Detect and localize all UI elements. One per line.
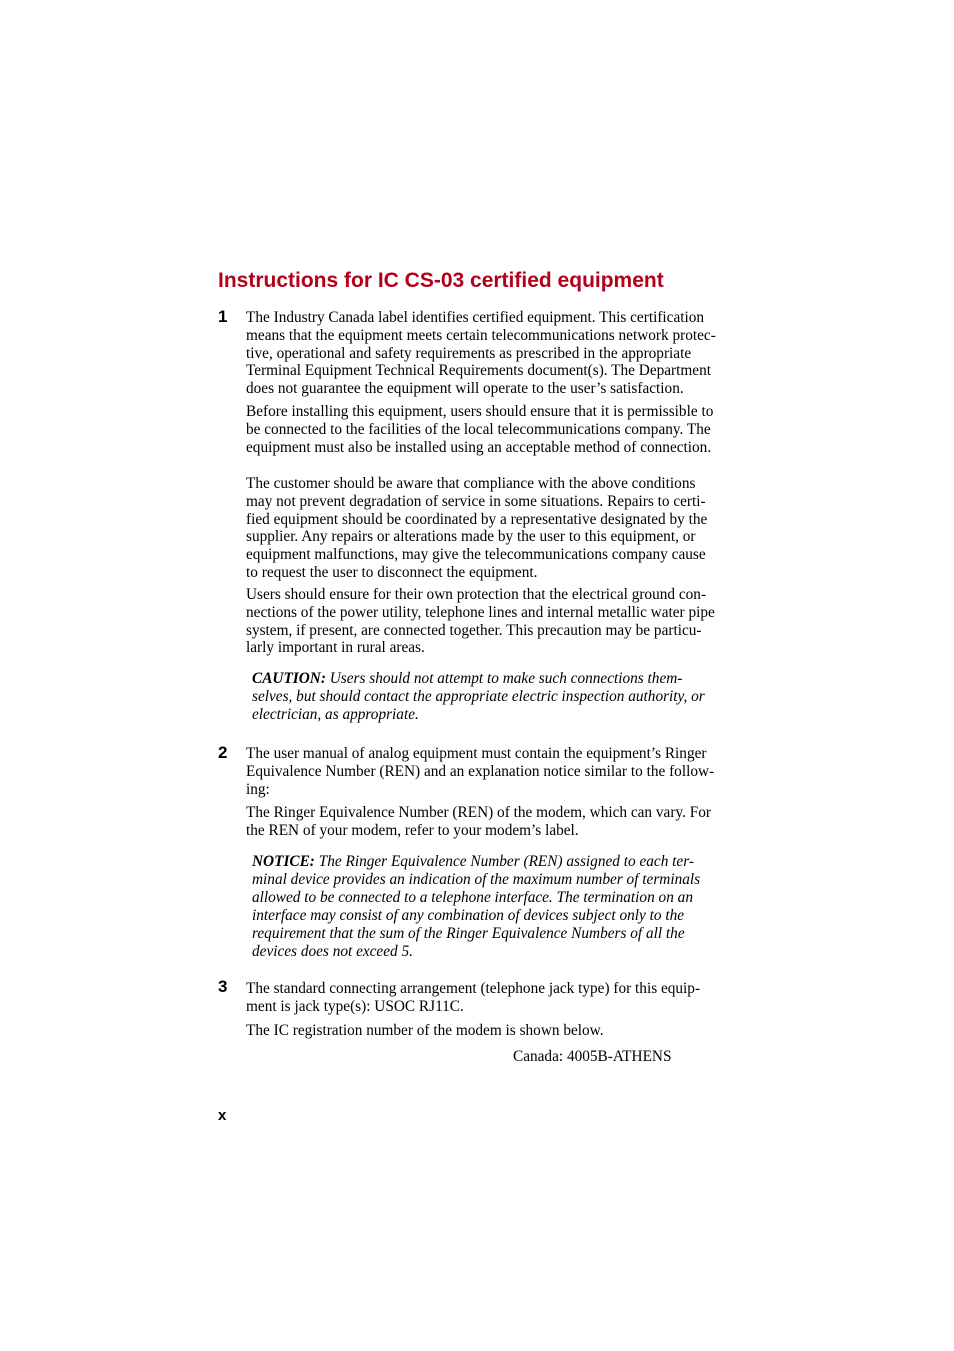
item-1-paragraph-4: Users should ensure for their own protection that the electrical ground con- nections of the power utility, telephone lines and internal metallic water pipe system, if present, are connected together. This precaution may be particu- larly important in rural areas.: [246, 586, 715, 657]
notice-text: The Ringer Equivalence Number (REN) assigned to each ter- minal device provides an indication of the maximum number of terminals allowed to be connected to a telephone interface. The termination on an interface may consist of any combination of devices subject only to the requirement that the sum of the Ringer Equivalence Numbers of all the devices does not exceed 5.: [252, 853, 701, 960]
item-number-2: 2: [218, 743, 228, 762]
section-heading: Instructions for IC CS-03 certified equipment: [218, 269, 664, 292]
item-1-paragraph-1: The Industry Canada label identifies certified equipment. This certification means that the equipment meets certain telecommunications network protec- tive, operational and safety requirements as prescribed in the appropriate Terminal Equipment Technical Requirements document(s). The Department does not guarantee the equipment will operate to the user’s satisfaction.: [246, 309, 716, 398]
item-3-paragraph-2: The IC registration number of the modem is shown below.: [246, 1022, 604, 1039]
item-1-paragraph-3: The customer should be aware that compliance with the above conditions may not prevent degradation of service in some situations. Repairs to certi- fied equipment should be coordinated by a representative designated by the supplier. Any repairs or alterations made by the user to this equipment, or equipment malfunctions, may give the telecommunications company cause to request the user to disconnect the equipment.: [246, 475, 708, 581]
notice-note: [252, 853, 738, 961]
caution-text: Users should not attempt to make such connections them- selves, but should contact the appropriate electric inspection authority, or electrician, as appropriate.: [252, 670, 705, 723]
item-1-paragraph-2: Before installing this equipment, users should ensure that it is permissible to be connected to the facilities of the local telecommunications company. The equipment must also be installed using an acceptable method of connection.: [246, 403, 714, 456]
item-3-paragraph-1: The standard connecting arrangement (telephone jack type) for this equip- ment is jack type(s): USOC RJ11C.: [246, 980, 701, 1015]
registration-number: Canada: 4005B-ATHENS: [513, 1048, 672, 1065]
item-2-paragraph-1: The user manual of analog equipment must contain the equipment’s Ringer Equivalence Number (REN) and an explanation notice similar to the follow- ing:: [246, 745, 715, 798]
item-number-3: 3: [218, 977, 228, 996]
caution-note: [252, 670, 738, 724]
notice-label: NOTICE:: [252, 853, 315, 870]
page-number: x: [218, 1107, 227, 1124]
item-number-1: 1: [218, 307, 228, 326]
item-2-paragraph-2: The Ringer Equivalence Number (REN) of the modem, which can vary. For the REN of your modem, refer to your modem’s label.: [246, 804, 711, 839]
caution-label: CAUTION:: [252, 670, 326, 687]
